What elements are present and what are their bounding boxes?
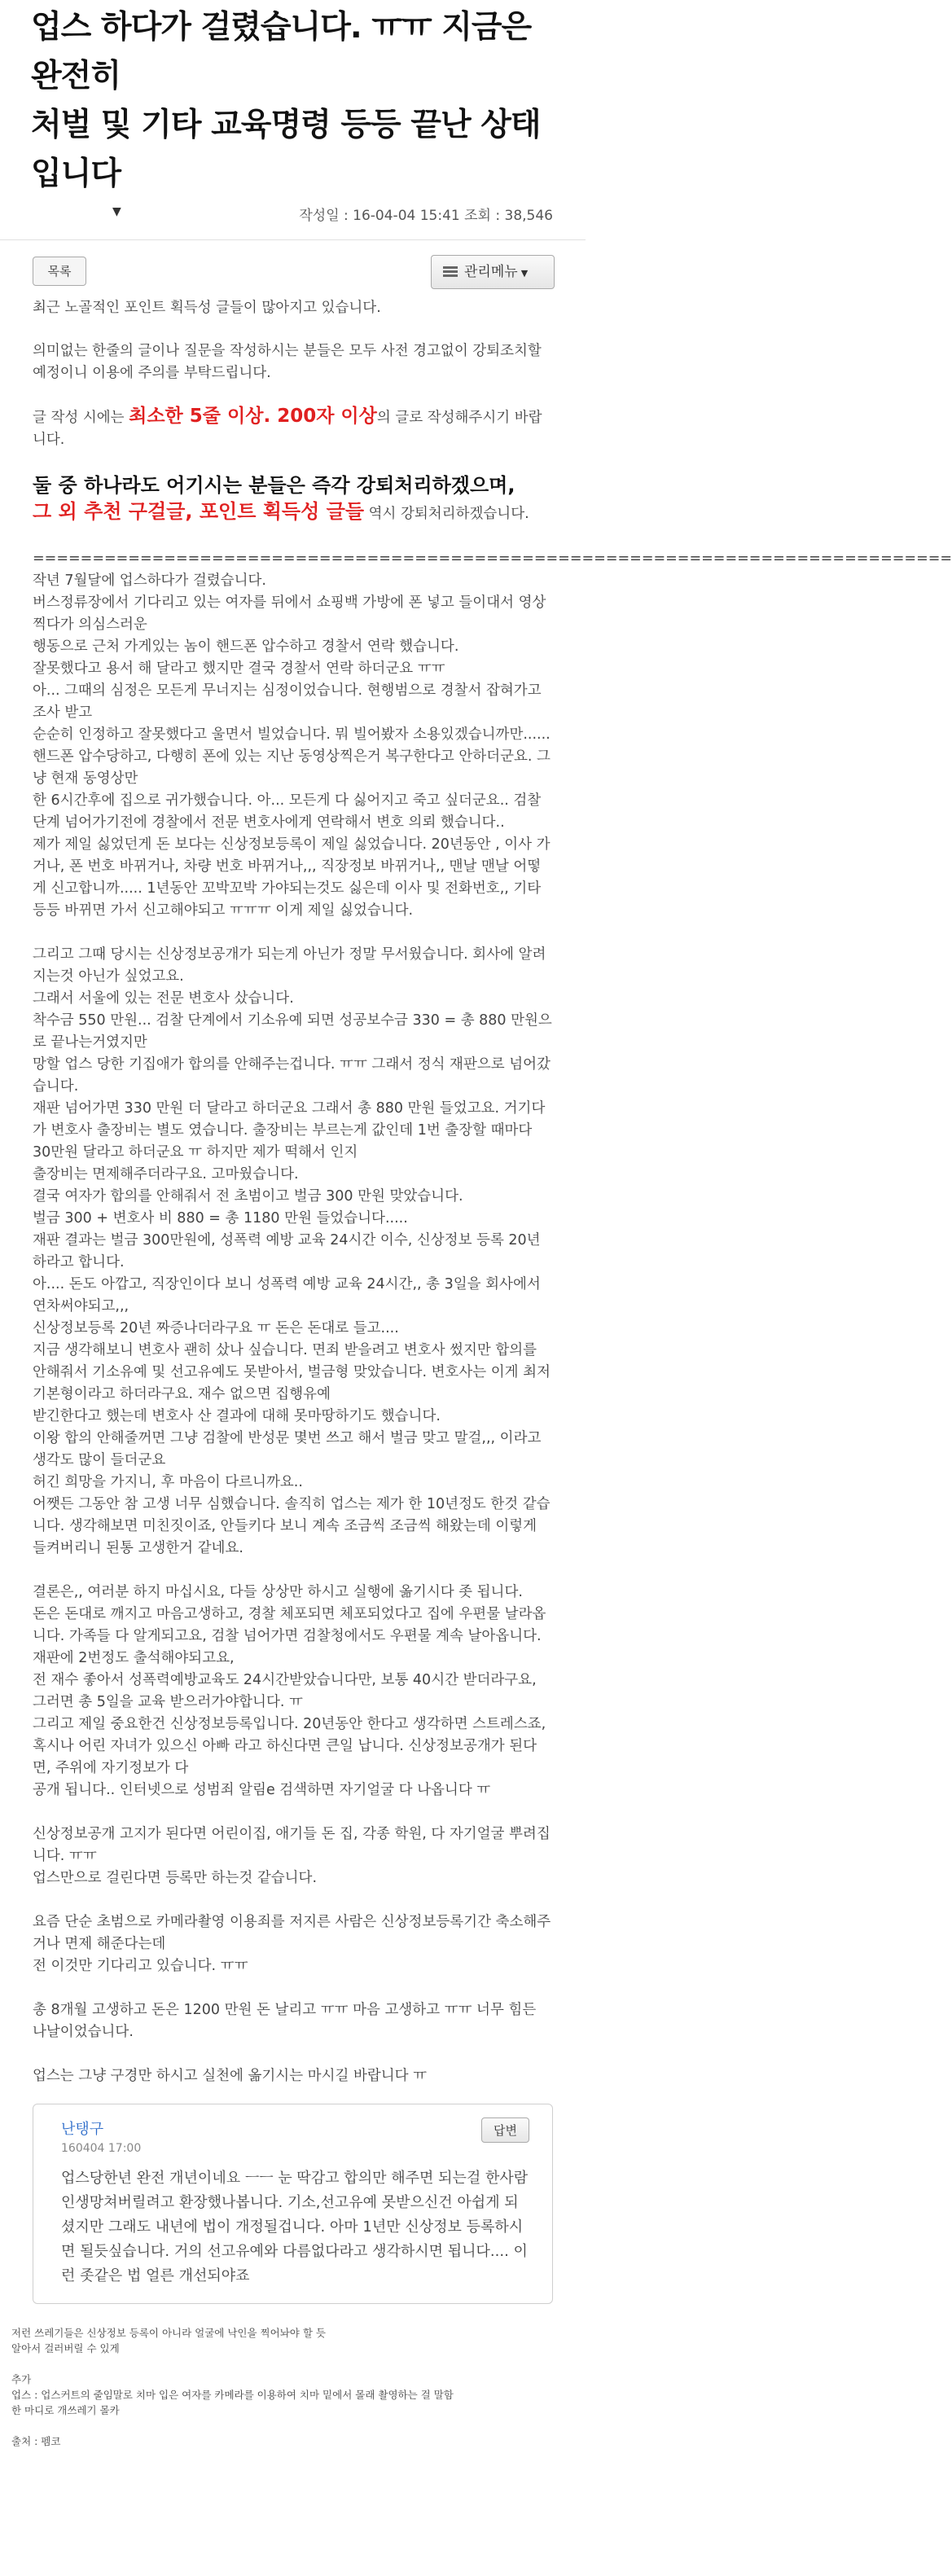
footer-line: 한 마디로 개쓰레기 몰카 <box>11 2404 120 2416</box>
body-paragraph: 결론은,, 여러분 하지 마십시요, 다들 상상만 하시고 실행에 옮기시다 좃 됩니다. <box>33 1584 523 1600</box>
comment-box <box>33 2104 553 2304</box>
body-paragraph: 그리고 그때 당시는 신상정보공개가 되는게 아닌가 정말 무서웠습니다. 회사에 알려지는것 아닌가 싶었고요. <box>33 946 546 985</box>
footer-notes <box>0 2325 586 2449</box>
caret-down-icon[interactable]: ▼ <box>112 205 121 218</box>
body-paragraph: 한 6시간후에 집으로 귀가했습니다. 아... 모든게 다 싫어지고 죽고 싶더군요.. 검찰 단계 넘어가기전에 경찰에서 전문 변호사에게 연락해서 변호 의뢰 했습니다.. <box>33 792 542 831</box>
body-paragraph: 신상정보공개 고지가 된다면 어린이집, 애기들 돈 집, 각종 학원, 다 자기얼굴 뿌려집니다. ㅠㅠ <box>33 1826 551 1864</box>
paragraph-gap <box>33 1560 553 1582</box>
body-paragraph: 신상정보등록 20년 짜증나더라구요 ㅠ 돈은 돈대로 들고.... <box>33 1320 399 1336</box>
paragraph-gap <box>33 1889 553 1911</box>
body-paragraph: 그래서 서울에 있는 전문 변호사 샀습니다. <box>33 990 294 1007</box>
body-paragraph: 그리고 제일 중요한건 신상정보등록입니다. 20년동안 한다고 생각하면 스트레스죠, <box>33 1716 546 1732</box>
body-paragraph: 전 재수 좋아서 성폭력예방교육도 24시간받았습니다만, 보통 40시간 받더라구요, 그러면 총 5일을 교육 받으러가야합니다. ㅠ <box>33 1672 537 1710</box>
post-title-line2: 처벌 및 기타 교육명령 등등 끝난 상태 입니다 <box>31 107 541 192</box>
body-paragraph: 벌금 300 + 변호사 비 880 = 총 1180 만원 들었습니다..... <box>33 1210 408 1227</box>
post-meta: 작성일 : 16-04-04 15:41 조회 : 38,546 <box>299 208 553 224</box>
body-paragraph: 재판 결과는 벌금 300만원에, 성폭력 예방 교육 24시간 이수, 신상정보 등록 20년 하라고 합니다. <box>33 1232 541 1270</box>
body-paragraph: 요즘 단순 초범으로 카메라촬영 이용죄를 저지른 사람은 신상정보등록기간 축소해주거나 면제 해준다는데 <box>33 1914 551 1952</box>
footer-line: 저런 쓰레기들은 신상정보 등록이 아니라 얼굴에 낙인을 찍어놔야 할 듯 <box>11 2327 326 2339</box>
paragraph-gap <box>33 922 553 944</box>
body-paragraph: 업스만으로 걸린다면 등록만 하는것 같습니다. <box>33 1870 318 1886</box>
divider-line: ============================================================================= <box>33 551 952 567</box>
body-paragraph: 이왕 합의 안해줄꺼면 그냥 검찰에 반성문 몇번 쓰고 해서 벌금 맞고 말걸,,, 이라고 생각도 많이 들더군요 <box>33 1430 542 1468</box>
notice-p3-pre: 글 작성 시에는 <box>33 410 129 426</box>
body-paragraph: 행동으로 근처 가게있는 놈이 핸드폰 압수하고 경찰서 연락 했습니다. <box>33 639 459 655</box>
reply-button[interactable]: 답변 <box>481 2117 529 2143</box>
post-header <box>0 0 586 199</box>
body-paragraph: 재판 넘어가면 330 만원 더 달라고 하더군요 그래서 총 880 만원 들었고요. 거기다가 변호사 출장비는 별도 였습니다. 출장비는 부르는게 값인데 1번 출장할 때마다 30만원 달라고 하더군요 ㅠ 하지만 제가 떡해서 인지 <box>33 1100 546 1161</box>
menu-icon <box>443 266 458 278</box>
list-button[interactable]: 목록 <box>33 257 86 286</box>
chevron-down-icon: ▼ <box>520 268 529 279</box>
body-paragraph: 결국 여자가 합의를 안해줘서 전 초범이고 벌금 300 만원 맞았습니다. <box>33 1188 463 1205</box>
comment-time: 160404 17:00 <box>61 2142 142 2155</box>
warning-small: 역시 강퇴처리하겠습니다. <box>364 506 529 522</box>
body-paragraph: 아... 그때의 심정은 모든게 무너지는 심정이었습니다. 현행범으로 경찰서 잡혀가고 조사 받고 <box>33 682 542 721</box>
toolbar <box>0 239 586 297</box>
footer-line: 업스 : 업스커트의 줄임말로 치마 입은 여자를 카메라를 이용하여 치마 밑에서 몰래 촬영하는 걸 말함 <box>11 2389 454 2401</box>
body-paragraph: 망할 업스 당한 기집애가 합의를 안해주는겁니다. ㅠㅠ 그래서 정식 재판으로 넘어갔습니다. <box>33 1056 551 1095</box>
footer-line: 알아서 걸러버릴 수 있게 <box>11 2342 120 2354</box>
post-body <box>33 570 553 2087</box>
body-paragraph: 돈은 돈대로 깨지고 마음고생하고, 경찰 체포되면 체포되었다고 집에 우편물 날라옵니다. 가족들 다 알게되고요, 검찰 넘어가면 검찰청에서도 우편물 계속 날아옵니다. 재판에 2번정도 출석해야되고요, <box>33 1606 546 1666</box>
body-paragraph: 아.... 돈도 아깝고, 직장인이다 보니 성폭력 예방 교육 24시간,, 총 3일을 회사에서 연차써야되고,,, <box>33 1276 541 1314</box>
body-paragraph: 잘못했다고 용서 해 달라고 했지만 결국 경찰서 연락 하더군요 ㅠㅠ <box>33 660 445 677</box>
body-paragraph: 핸드폰 압수당하고, 다행히 폰에 있는 지난 동영상찍은거 복구한다고 안하더군요. 그냥 현재 동영상만 <box>33 748 551 787</box>
body-paragraph: 출장비는 면제해주더라구요. 고마웠습니다. <box>33 1166 299 1183</box>
admin-menu-label: 관리메뉴 <box>464 264 518 280</box>
notice-p1: 최근 노골적인 포인트 획득성 글들이 많아지고 있습니다. <box>33 300 381 316</box>
notice-p3-red: 최소한 5줄 이상. 200자 이상 <box>129 406 377 427</box>
warning-text <box>33 472 553 527</box>
post-title <box>31 0 555 199</box>
footer-source: 출처 : 펨코 <box>11 2435 61 2447</box>
admin-menu-button[interactable] <box>431 255 555 289</box>
warning-line1: 둘 중 하나라도 어기시는 분들은 즉각 강퇴처리하겠으며, <box>33 474 515 497</box>
footer-line: 추가 <box>11 2373 32 2385</box>
warning-red: 그 외 추천 구걸글, 포인트 획득성 글들 <box>33 500 365 523</box>
post-meta-row <box>0 199 586 235</box>
body-paragraph: 작년 7월달에 업스하다가 걸렸습니다. <box>33 573 266 589</box>
body-paragraph: 혹시나 어린 자녀가 있으신 아빠 라고 하신다면 큰일 납니다. 신상정보공개가 된다면, 주위에 자기정보가 다 <box>33 1738 537 1776</box>
body-paragraph: 전 이것만 기다리고 있습니다. ㅠㅠ <box>33 1958 248 1974</box>
body-paragraph: 받긴한다고 했는데 변호사 산 결과에 대해 못마땅하기도 했습니다. <box>33 1408 441 1424</box>
paragraph-gap <box>33 2043 553 2065</box>
notice-p3-post: 의 글로 작성해주시기 바랍니다. <box>33 410 542 448</box>
notice-section <box>0 297 952 2087</box>
body-paragraph: 어쨋든 그동안 참 고생 너무 심했습니다. 솔직히 업스는 제가 한 10년정도 한것 같습니다. 생각해보면 미친짓이죠, 안들키다 보니 계속 조금씩 조금씩 해왔는데 이렇게 들켜버리니 된통 고생한거 같네요. <box>33 1496 551 1556</box>
comment-body: 업스당한년 완전 개년이네요 ㅡㅡ 눈 딱감고 합의만 해주면 되는걸 한사람 인생망쳐버릴려고 환장했나봅니다. 기소,선고유예 못받으신건 아쉽게 되셨지만 그래도 내년에 법이 개정될겁니다. 아마 1년만 신상정보 등록하시면 될듯싶습니다. 거의 선고유예와 다름없다라고 생각하시면 됩니다.... 이런 좃같은 법 얼른 개선되야죠 <box>61 2170 529 2284</box>
body-paragraph: 업스는 그냥 구경만 하시고 실천에 옮기시는 마시길 바랍니다 ㅠ <box>33 2068 428 2084</box>
body-paragraph: 버스정류장에서 기다리고 있는 여자를 뒤에서 쇼핑백 가방에 폰 넣고 들이대서 영상 찍다가 의심스러운 <box>33 595 546 633</box>
body-paragraph: 지금 생각해보니 변호사 괜히 샀나 싶습니다. 면죄 받을려고 변호사 썼지만 합의를 안해줘서 기소유예 및 선고유예도 못받아서, 벌금형 맞았습니다. 변호사는 이게 최저 기본형이라고 하더라구요. 재수 없으면 집행유예 <box>33 1342 551 1402</box>
body-paragraph: 제가 제일 싫었던게 돈 보다는 신상정보등록이 제일 싫었습니다. 20년동안 , 이사 가거나, 폰 번호 바뀌거나, 차량 번호 바뀌거나,,, 직장정보 바뀌거나,, 맨날 맨날 어떻게 신고합니까..... 1년동안 꼬박꼬박 가야되는것도 싫은데 이사 및 전화번호,, 기타 등등 바뀌면 가서 신고해야되고 ㅠㅠㅠ 이게 제일 싫었습니다. <box>33 836 551 919</box>
notice-p2: 의미없는 한줄의 글이나 질문을 작성하시는 분들은 모두 사전 경고없이 강퇴조치할 예정이니 이용에 주의를 부탁드립니다. <box>33 343 542 381</box>
post-title-line1: 업스 하다가 걸렸습니다. ㅠㅠ 지금은 완전히 <box>31 9 532 94</box>
paragraph-gap <box>33 1977 553 1999</box>
body-paragraph: 순순히 인정하고 잘못했다고 울면서 빌었습니다. 뭐 빌어봤자 소용있겠습니까만...... <box>33 726 551 743</box>
paragraph-gap <box>33 1801 553 1823</box>
body-paragraph: 착수금 550 만원... 검찰 단계에서 기소유예 되면 성공보수금 330 = 총 880 만원으로 끝나는거였지만 <box>33 1012 552 1051</box>
body-paragraph: 공개 됩니다.. 인터넷으로 성범죄 알림e 검색하면 자기얼굴 다 나옵니다 ㅠ <box>33 1782 491 1798</box>
comment-author[interactable]: 난탱구 <box>61 2121 104 2138</box>
body-paragraph: 허긴 희망을 가지니, 후 마음이 다르니까요.. <box>33 1474 303 1490</box>
notice-p3 <box>33 406 553 451</box>
body-paragraph: 총 8개월 고생하고 돈은 1200 만원 돈 날리고 ㅠㅠ 마음 고생하고 ㅠㅠ 너무 힘든 나날이었습니다. <box>33 2002 537 2040</box>
